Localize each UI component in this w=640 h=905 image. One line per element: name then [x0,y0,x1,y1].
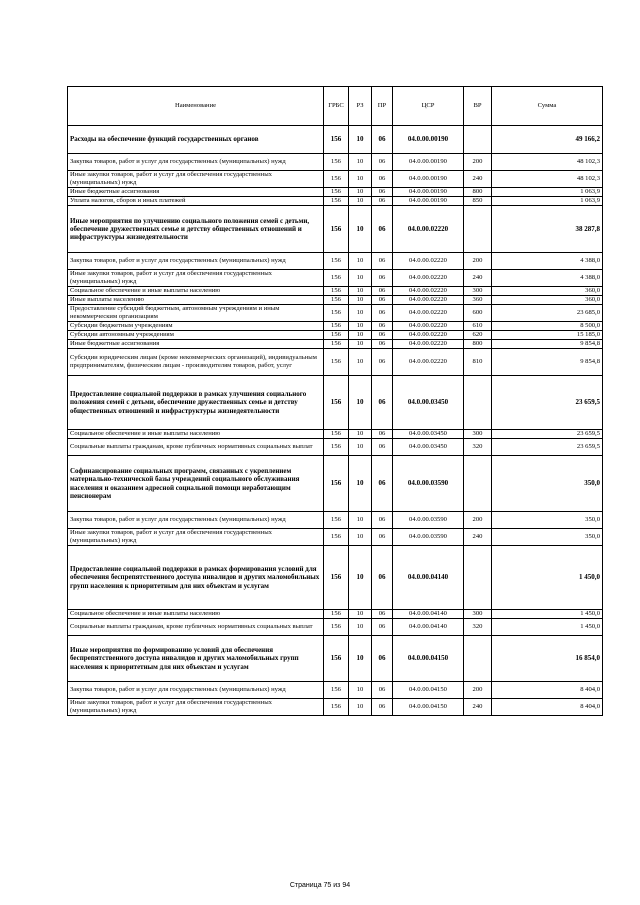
table-row [68,682,603,699]
row-csr-cell: 04.0.00.02220 [393,340,464,349]
row-grbs-cell: 156 [324,171,349,188]
row-pr-cell: 06 [372,206,393,253]
row-grbs-cell: 156 [324,253,349,270]
row-rz-cell: 10 [349,171,372,188]
table-row [68,430,603,439]
row-grbs-cell: 156 [324,270,349,287]
row-rz-cell: 10 [349,636,372,682]
row-sum-cell: 1 063,9 [492,188,603,197]
row-sum-cell: 8 404,0 [492,682,603,699]
row-rz-cell: 10 [349,188,372,197]
row-sum-cell: 4 388,0 [492,253,603,270]
row-vr-cell: 200 [464,253,492,270]
row-grbs-cell: 156 [324,206,349,253]
row-name-cell: Социальное обеспечение и иные выплаты населению [68,430,324,439]
row-rz-cell: 10 [349,699,372,716]
row-sum-cell: 8 404,0 [492,699,603,716]
row-name-cell: Иные мероприятия по формированию условий для обеспечения беспрепятственного доступа инвалидов и других маломобильных групп населения к приоритетным для них объектам и услугам [68,636,324,682]
row-pr-cell: 06 [372,331,393,340]
row-pr-cell: 06 [372,322,393,331]
row-pr-cell: 06 [372,340,393,349]
table-row [68,636,603,682]
row-name-cell: Иные мероприятия по улучшению социального положения семей с детьми, обеспечение дружественных семье и детству общественных отношений и инфраструктуры жизнедеятельности [68,206,324,253]
row-grbs-cell: 156 [324,682,349,699]
row-name-cell: Расходы на обеспечение функций государственных органов [68,126,324,154]
row-grbs-cell: 156 [324,305,349,322]
row-rz-cell: 10 [349,287,372,296]
row-vr-cell: 200 [464,512,492,529]
row-csr-cell: 04.0.00.02220 [393,287,464,296]
row-vr-cell: 810 [464,349,492,376]
row-csr-cell: 04.0.00.04140 [393,610,464,619]
row-vr-cell: 300 [464,610,492,619]
row-pr-cell: 06 [372,296,393,305]
row-sum-cell: 16 854,0 [492,636,603,682]
row-rz-cell: 10 [349,197,372,206]
row-sum-cell: 48 102,3 [492,171,603,188]
table-row [68,305,603,322]
table-row [68,331,603,340]
row-rz-cell: 10 [349,610,372,619]
row-name-cell: Социальные выплаты гражданам, кроме публичных нормативных социальных выплат [68,619,324,636]
row-rz-cell: 10 [349,349,372,376]
row-pr-cell: 06 [372,430,393,439]
header-grbs: ГРБС [324,87,349,126]
row-rz-cell: 10 [349,206,372,253]
row-sum-cell: 350,0 [492,529,603,546]
row-csr-cell: 04.0.00.02220 [393,253,464,270]
header-rz: РЗ [349,87,372,126]
row-csr-cell: 04.0.00.02220 [393,206,464,253]
row-rz-cell: 10 [349,512,372,529]
row-rz-cell: 10 [349,430,372,439]
row-name-cell: Иные закупки товаров, работ и услуг для обеспечения государственных (муниципальных) нужд [68,529,324,546]
budget-table [67,86,603,716]
row-csr-cell: 04.0.00.00190 [393,188,464,197]
row-sum-cell: 48 102,3 [492,154,603,171]
row-csr-cell: 04.0.00.04150 [393,636,464,682]
row-csr-cell: 04.0.00.02220 [393,270,464,287]
row-csr-cell: 04.0.00.00190 [393,126,464,154]
row-grbs-cell: 156 [324,619,349,636]
page-number: Страница 75 из 94 [289,882,351,889]
row-rz-cell: 10 [349,331,372,340]
table-row [68,376,603,430]
row-csr-cell: 04.0.00.02220 [393,331,464,340]
row-pr-cell: 06 [372,349,393,376]
row-name-cell: Субсидии бюджетным учреждениям [68,322,324,331]
row-pr-cell: 06 [372,699,393,716]
row-name-cell: Закупка товаров, работ и услуг для государственных (муниципальных) нужд [68,512,324,529]
row-grbs-cell: 156 [324,610,349,619]
row-grbs-cell: 156 [324,349,349,376]
row-name-cell: Иные бюджетные ассигнования [68,340,324,349]
table-row [68,296,603,305]
row-rz-cell: 10 [349,456,372,512]
row-sum-cell: 350,0 [492,512,603,529]
row-sum-cell: 360,0 [492,287,603,296]
table-row [68,154,603,171]
header-vr: ВР [464,87,492,126]
row-csr-cell: 04.0.00.04150 [393,699,464,716]
row-vr-cell: 200 [464,154,492,171]
row-vr-cell: 360 [464,296,492,305]
row-vr-cell [464,206,492,253]
table-row [68,340,603,349]
row-rz-cell: 10 [349,619,372,636]
table-row [68,529,603,546]
row-name-cell: Софинансирование социальных программ, связанных с укреплением материально-технической базы учреждений социального обслуживания населения и оказанием адресной социальной помощи неработающим пенсионерам [68,456,324,512]
row-sum-cell: 4 388,0 [492,270,603,287]
row-vr-cell: 240 [464,270,492,287]
row-grbs-cell: 156 [324,188,349,197]
row-pr-cell: 06 [372,171,393,188]
row-sum-cell: 1 450,0 [492,619,603,636]
row-grbs-cell: 156 [324,197,349,206]
header-row [68,87,603,126]
row-sum-cell: 1 450,0 [492,610,603,619]
table-row [68,512,603,529]
row-csr-cell: 04.0.00.00190 [393,154,464,171]
row-vr-cell [464,546,492,610]
row-rz-cell: 10 [349,253,372,270]
row-name-cell: Социальное обеспечение и иные выплаты населению [68,610,324,619]
row-grbs-cell: 156 [324,529,349,546]
row-sum-cell: 38 287,8 [492,206,603,253]
row-csr-cell: 04.0.00.03590 [393,456,464,512]
row-grbs-cell: 156 [324,636,349,682]
row-csr-cell: 04.0.00.03590 [393,529,464,546]
row-vr-cell: 320 [464,439,492,456]
row-csr-cell: 04.0.00.02220 [393,305,464,322]
table-row [68,322,603,331]
row-vr-cell: 240 [464,699,492,716]
row-name-cell: Закупка товаров, работ и услуг для государственных (муниципальных) нужд [68,154,324,171]
table-row [68,253,603,270]
row-pr-cell: 06 [372,376,393,430]
row-pr-cell: 06 [372,188,393,197]
row-grbs-cell: 156 [324,340,349,349]
row-name-cell: Субсидии юридическим лицам (кроме некоммерческих организаций), индивидуальным предпринимателям, физическим лицам - производителям товаров, работ, услуг [68,349,324,376]
row-pr-cell: 06 [372,546,393,610]
table-row [68,456,603,512]
row-sum-cell: 23 659,5 [492,430,603,439]
row-rz-cell: 10 [349,340,372,349]
row-rz-cell: 10 [349,546,372,610]
row-vr-cell: 850 [464,197,492,206]
table-row [68,206,603,253]
row-csr-cell: 04.0.00.04140 [393,546,464,610]
row-vr-cell: 240 [464,171,492,188]
row-rz-cell: 10 [349,682,372,699]
table-row [68,619,603,636]
row-grbs-cell: 156 [324,154,349,171]
row-pr-cell: 06 [372,456,393,512]
table-row [68,546,603,610]
row-csr-cell: 04.0.00.00190 [393,171,464,188]
row-name-cell: Социальные выплаты гражданам, кроме публичных нормативных социальных выплат [68,439,324,456]
row-pr-cell: 06 [372,126,393,154]
header-csr: ЦСР [393,87,464,126]
row-pr-cell: 06 [372,154,393,171]
row-pr-cell: 06 [372,529,393,546]
row-vr-cell: 300 [464,430,492,439]
row-rz-cell: 10 [349,296,372,305]
row-pr-cell: 06 [372,619,393,636]
row-vr-cell: 320 [464,619,492,636]
row-name-cell: Иные бюджетные ассигнования [68,188,324,197]
row-rz-cell: 10 [349,322,372,331]
row-sum-cell: 1 450,0 [492,546,603,610]
row-pr-cell: 06 [372,197,393,206]
row-rz-cell: 10 [349,439,372,456]
row-pr-cell: 06 [372,610,393,619]
row-sum-cell: 350,0 [492,456,603,512]
row-vr-cell [464,636,492,682]
row-sum-cell: 9 854,8 [492,349,603,376]
row-sum-cell: 9 854,8 [492,340,603,349]
row-rz-cell: 10 [349,270,372,287]
row-vr-cell [464,376,492,430]
row-csr-cell: 04.0.00.03450 [393,376,464,430]
row-pr-cell: 06 [372,636,393,682]
row-pr-cell: 06 [372,682,393,699]
row-pr-cell: 06 [372,253,393,270]
row-grbs-cell: 156 [324,546,349,610]
row-sum-cell: 8 500,0 [492,322,603,331]
row-sum-cell: 49 166,2 [492,126,603,154]
row-csr-cell: 04.0.00.03590 [393,512,464,529]
row-grbs-cell: 156 [324,376,349,430]
row-rz-cell: 10 [349,126,372,154]
table-row [68,439,603,456]
row-rz-cell: 10 [349,305,372,322]
row-name-cell: Иные закупки товаров, работ и услуг для обеспечения государственных (муниципальных) нужд [68,699,324,716]
row-name-cell: Предоставление субсидий бюджетным, автономным учреждениям и иным некоммерческим организациям [68,305,324,322]
row-vr-cell: 620 [464,331,492,340]
row-pr-cell: 06 [372,287,393,296]
table-row [68,699,603,716]
row-rz-cell: 10 [349,376,372,430]
header-name: Наименование [68,87,324,126]
row-vr-cell: 300 [464,287,492,296]
row-name-cell: Иные закупки товаров, работ и услуг для обеспечения государственных (муниципальных) нужд [68,171,324,188]
row-grbs-cell: 156 [324,331,349,340]
row-vr-cell [464,456,492,512]
row-grbs-cell: 156 [324,699,349,716]
row-csr-cell: 04.0.00.02220 [393,322,464,331]
row-grbs-cell: 156 [324,456,349,512]
row-csr-cell: 04.0.00.04150 [393,682,464,699]
table-row [68,610,603,619]
row-sum-cell: 23 659,5 [492,439,603,456]
row-pr-cell: 06 [372,305,393,322]
row-rz-cell: 10 [349,154,372,171]
row-sum-cell: 23 685,0 [492,305,603,322]
table-row [68,349,603,376]
row-vr-cell: 200 [464,682,492,699]
row-pr-cell: 06 [372,439,393,456]
row-grbs-cell: 156 [324,430,349,439]
row-name-cell: Уплата налогов, сборов и иных платежей [68,197,324,206]
row-vr-cell: 610 [464,322,492,331]
row-name-cell: Иные закупки товаров, работ и услуг для обеспечения государственных (муниципальных) нужд [68,270,324,287]
row-grbs-cell: 156 [324,126,349,154]
row-csr-cell: 04.0.00.04140 [393,619,464,636]
row-sum-cell: 15 185,0 [492,331,603,340]
row-sum-cell: 1 063,9 [492,197,603,206]
row-grbs-cell: 156 [324,296,349,305]
row-vr-cell: 600 [464,305,492,322]
row-csr-cell: 04.0.00.03450 [393,430,464,439]
row-pr-cell: 06 [372,270,393,287]
row-grbs-cell: 156 [324,512,349,529]
table-row [68,197,603,206]
row-grbs-cell: 156 [324,439,349,456]
row-pr-cell: 06 [372,512,393,529]
row-csr-cell: 04.0.00.03450 [393,439,464,456]
row-rz-cell: 10 [349,529,372,546]
row-name-cell: Иные выплаты населению [68,296,324,305]
row-name-cell: Субсидии автономным учреждениям [68,331,324,340]
row-vr-cell [464,126,492,154]
row-sum-cell: 360,0 [492,296,603,305]
table-row [68,287,603,296]
row-name-cell: Закупка товаров, работ и услуг для государственных (муниципальных) нужд [68,253,324,270]
row-sum-cell: 23 659,5 [492,376,603,430]
row-grbs-cell: 156 [324,287,349,296]
row-name-cell: Предоставление социальной поддержки в рамках формирования условий для обеспечения беспрепятственного доступа инвалидов и других маломобильных групп населения к приоритетным для них объектам и услугам [68,546,324,610]
table-row [68,171,603,188]
table-row [68,270,603,287]
row-grbs-cell: 156 [324,322,349,331]
row-csr-cell: 04.0.00.00190 [393,197,464,206]
row-name-cell: Предоставление социальной поддержки в рамках улучшения социального положения семей с детьми, обеспечение дружественных семье и детству общественных отношений и инфраструктуры жизнедеятельности [68,376,324,430]
row-vr-cell: 800 [464,188,492,197]
table-row [68,126,603,154]
row-vr-cell: 800 [464,340,492,349]
row-name-cell: Закупка товаров, работ и услуг для государственных (муниципальных) нужд [68,682,324,699]
row-csr-cell: 04.0.00.02220 [393,296,464,305]
header-pr: ПР [372,87,393,126]
row-vr-cell: 240 [464,529,492,546]
row-csr-cell: 04.0.00.02220 [393,349,464,376]
row-name-cell: Социальное обеспечение и иные выплаты населению [68,287,324,296]
header-sum: Сумма [492,87,603,126]
table-body [68,126,603,716]
table-row [68,188,603,197]
